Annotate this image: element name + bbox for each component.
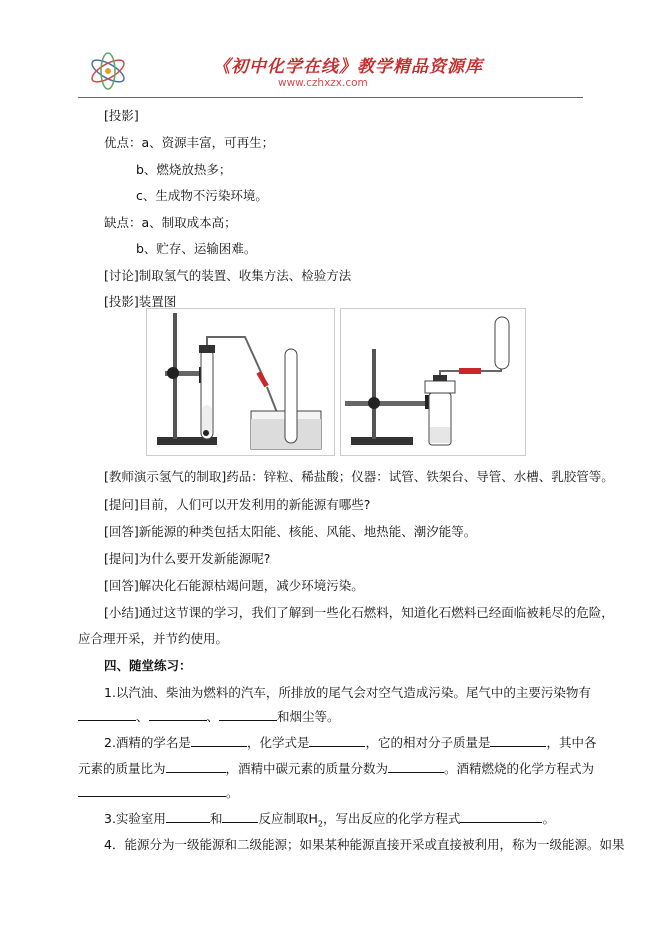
answer-blank[interactable] (191, 735, 247, 747)
text-line: [提问]为什么要开发新能源呢? (104, 551, 271, 566)
question-text: ，它的相对分子质量是 (365, 735, 491, 750)
page-header (78, 46, 583, 98)
text-line: 缺点：a、制取成本高； (104, 215, 237, 230)
section-heading: 四、随堂练习： (104, 658, 192, 673)
question-2 (104, 733, 596, 751)
question-text: 。 (542, 811, 555, 826)
answer-blank[interactable] (460, 811, 542, 823)
question-text: 。 (226, 785, 239, 800)
question-text: 3.实验室用 (104, 811, 166, 826)
question-text: ，酒精中碳元素的质量分数为 (225, 761, 389, 776)
answer-blank[interactable] (78, 785, 226, 797)
question-text: ，化学式是 (246, 735, 310, 750)
question-2-end (78, 783, 239, 801)
question-text: 反应制取 (258, 811, 309, 826)
answer-blank[interactable] (490, 735, 546, 747)
text-line: [提问]目前，人们可以开发利用的新能源有哪些? (104, 497, 371, 512)
apparatus-figure-left (146, 308, 335, 456)
question-1-blanks (78, 707, 340, 725)
text-line: c、生成物不污染环境。 (136, 188, 268, 203)
question-text: 和 (209, 811, 223, 826)
separator: 、 (136, 709, 149, 724)
text-line: b、贮存、运输困难。 (136, 241, 257, 256)
text-line: [教师演示氢气的制取]药品：锌粒、稀盐酸；仪器：试管、铁架台、导管、水槽、乳胶管等。 (104, 469, 614, 484)
atom-logo-icon (86, 50, 130, 92)
text-line: [投影]装置图 (104, 294, 177, 309)
text-line: 应合理开采，并节约使用。 (78, 631, 229, 646)
header-divider (78, 97, 583, 98)
text-line: b、燃烧放热多； (136, 162, 232, 177)
question-1: 1.以汽油、柴油为燃料的汽车，所排放的尾气会对空气造成污染。尾气中的主要污染物有 (104, 685, 591, 700)
question-text: ，其中各 (546, 735, 597, 750)
text-line: [回答]新能源的种类包括太阳能、核能、风能、地热能、潮汐能等。 (104, 524, 477, 539)
header-url: www.czhxzx.com (278, 77, 368, 89)
text-line: 优点：a、资源丰富，可再生； (104, 135, 275, 150)
formula-subscript: 2 (317, 819, 323, 829)
text-line: [讨论]制取氢气的装置、收集方法、检验方法 (104, 268, 352, 283)
answer-blank[interactable] (166, 761, 226, 773)
question-2-cont (78, 759, 594, 777)
text-line: [小结]通过这节课的学习，我们了解到一些化石燃料，知道化石燃料已经面临被耗尽的危险， (104, 605, 614, 620)
answer-blank[interactable] (222, 811, 258, 823)
question-4: 4．能源分为一级能源和二级能源；如果某种能源直接开采或直接被利用，称为一级能源。如果 (104, 837, 625, 852)
question-text: 。酒精燃烧的化学方程式为 (444, 761, 595, 776)
answer-blank[interactable] (219, 709, 277, 721)
header-title: 《初中化学在线》教学精品资源库 (213, 57, 483, 77)
separator: 、 (206, 709, 220, 724)
answer-blank[interactable] (388, 761, 444, 773)
question-text: 和烟尘等。 (277, 709, 340, 724)
answer-blank[interactable] (78, 709, 136, 721)
answer-blank[interactable] (166, 811, 210, 823)
question-3 (104, 809, 555, 829)
question-text: 元素的质量比为 (78, 761, 166, 776)
answer-blank[interactable] (149, 709, 207, 721)
apparatus-figure-right (340, 308, 526, 456)
text-line: [投影] (104, 108, 139, 123)
question-text: ，写出反应的化学方程式 (322, 811, 461, 826)
answer-blank[interactable] (309, 735, 365, 747)
formula-h: H (308, 811, 318, 826)
question-text: 2.酒精的学名是 (104, 735, 191, 750)
text-line: [回答]解决化石能源枯竭问题，减少环境污染。 (104, 578, 364, 593)
